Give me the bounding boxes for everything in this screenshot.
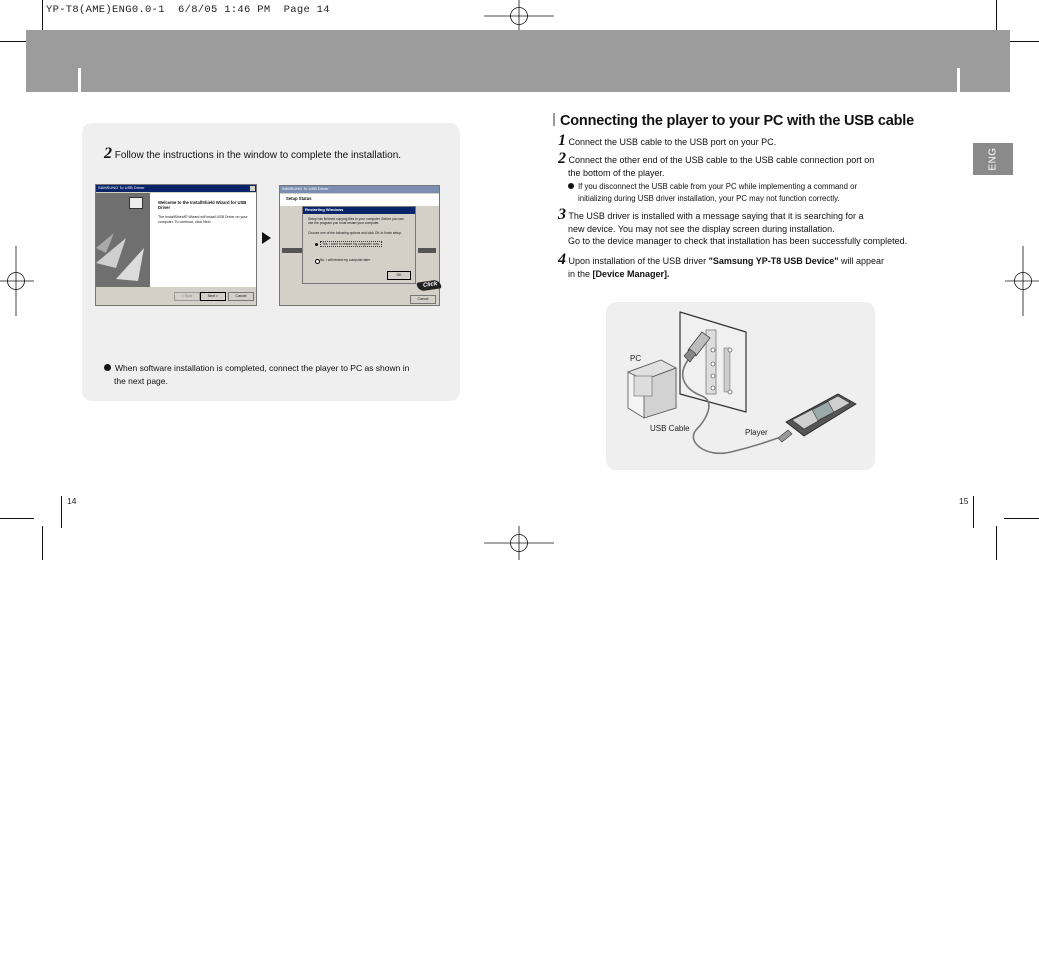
back-button[interactable]: < Back <box>174 292 200 301</box>
device-manager: [Device Manager]. <box>592 268 670 279</box>
page-number-left: 14 <box>67 496 77 506</box>
completion-note-line2: the next page. <box>114 375 168 386</box>
dialog-title: Restarting Windows <box>305 207 344 212</box>
registration-mark <box>1005 246 1039 316</box>
step-3 <box>558 206 908 248</box>
bullet-icon <box>104 364 111 371</box>
header-tick <box>957 68 960 92</box>
next-button[interactable]: Next > <box>200 292 226 301</box>
crop-mark <box>996 0 997 33</box>
arrow-right-icon <box>262 232 271 244</box>
step-1 <box>558 132 777 149</box>
step-text-pre: Upon installation of the USB driver <box>568 256 709 266</box>
step-2-left <box>104 145 401 163</box>
step-text: Follow the instructions in the window to complete the installation. <box>114 150 402 161</box>
setup-status-label: Setup Status <box>286 196 312 201</box>
step-text-line3: Go to the device manager to check that installation has been successfully completed. <box>568 236 908 246</box>
step-number: 2 <box>104 145 112 162</box>
step-text: Connect the USB cable to the USB port on your PC. <box>568 137 777 147</box>
step-number: 1 <box>558 132 566 149</box>
restart-dialog <box>302 206 416 284</box>
step-number: 4 <box>558 251 566 268</box>
completion-note-line1: When software installation is completed, connect the player to PC as shown in <box>115 363 410 373</box>
progress-stub-left <box>282 248 302 253</box>
step-text-line1: The USB driver is installed with a message saying that it is searching for a <box>568 211 864 221</box>
step-text-line2: new device. You may not see the display screen during installation. <box>568 223 835 234</box>
step-4 <box>558 251 885 280</box>
player-label: Player <box>745 428 768 437</box>
progress-stub-right <box>418 248 436 253</box>
crop-mark <box>1004 518 1039 519</box>
crop-mark <box>996 526 997 560</box>
restart-windows-screenshot <box>279 185 440 306</box>
step-2-note <box>568 181 857 205</box>
section-title <box>553 113 914 129</box>
note-line1: If you disconnect the USB cable from your PC while implementing a command or <box>578 182 858 191</box>
dialog-text: Setup has finished copying files to your computer. Before you can use the program you must restart your computer. <box>308 217 404 226</box>
bullet-icon <box>568 183 574 189</box>
note-line2: initializing during USB driver installation, your PC may not function correctly. <box>578 194 840 203</box>
option-yes[interactable]: Yes, I want to restart my computer now. <box>322 242 380 246</box>
cancel-button[interactable]: Cancel <box>228 292 254 301</box>
registration-mark <box>484 526 554 560</box>
dialog-choose: Choose one of the following options and click OK to finish setup. <box>308 231 402 235</box>
pc-illustration <box>628 360 676 418</box>
print-slug: YP-T8(AME)ENG0.0-1 6/8/05 1:46 PM Page 14 <box>46 4 330 16</box>
window-title: SAMSUNG To USB Driver <box>282 186 329 191</box>
crop-mark <box>42 526 43 560</box>
step-text-line1: Connect the other end of the USB cable to the USB cable connection port on <box>568 155 875 165</box>
click-label: Click <box>422 281 438 289</box>
title-bar <box>553 113 555 126</box>
cancel-button[interactable]: Cancel <box>410 295 436 304</box>
crop-mark <box>973 496 974 528</box>
connection-illustration <box>606 302 875 470</box>
installshield-welcome-screenshot <box>95 184 257 306</box>
window-title: SAMSUNG To USB Driver <box>98 185 145 190</box>
device-name: "Samsung YP-T8 USB Device" <box>708 256 839 266</box>
crop-mark <box>61 496 62 528</box>
step-text-line2: the bottom of the player. <box>568 167 665 178</box>
option-no[interactable]: No, I will restart my computer later. <box>320 258 371 262</box>
registration-mark <box>0 246 34 316</box>
step-text-mid: will appear <box>838 256 885 266</box>
registration-mark <box>484 0 554 34</box>
step-number: 2 <box>558 150 566 167</box>
wizard-body: The InstallShield® Wizard will install USB Driver on your computer. To continue, click Next. <box>158 215 248 224</box>
step-2 <box>558 150 875 179</box>
step-text-line2-pre: in the <box>568 268 593 279</box>
section-title-text: Connecting the player to your PC with the USB cable <box>560 113 914 129</box>
completion-note <box>104 362 444 387</box>
computer-icon <box>129 197 143 209</box>
radio-yes[interactable] <box>315 243 318 246</box>
step-number: 3 <box>558 206 566 223</box>
player-illustration <box>778 394 856 442</box>
crop-mark <box>42 0 43 33</box>
usb-cable-label: USB Cable <box>650 424 690 433</box>
wizard-heading: Welcome to the InstallShield Wizard for USB Driver <box>158 200 247 210</box>
ok-button[interactable]: OK <box>387 271 411 280</box>
close-icon <box>250 186 255 191</box>
language-tab <box>973 143 1013 175</box>
header-tick <box>78 68 81 92</box>
page-number-right: 15 <box>959 496 969 506</box>
language-tab-label: ENG <box>987 147 999 171</box>
header-band <box>26 30 1010 92</box>
pc-label: PC <box>630 354 642 363</box>
crop-mark <box>0 518 34 519</box>
